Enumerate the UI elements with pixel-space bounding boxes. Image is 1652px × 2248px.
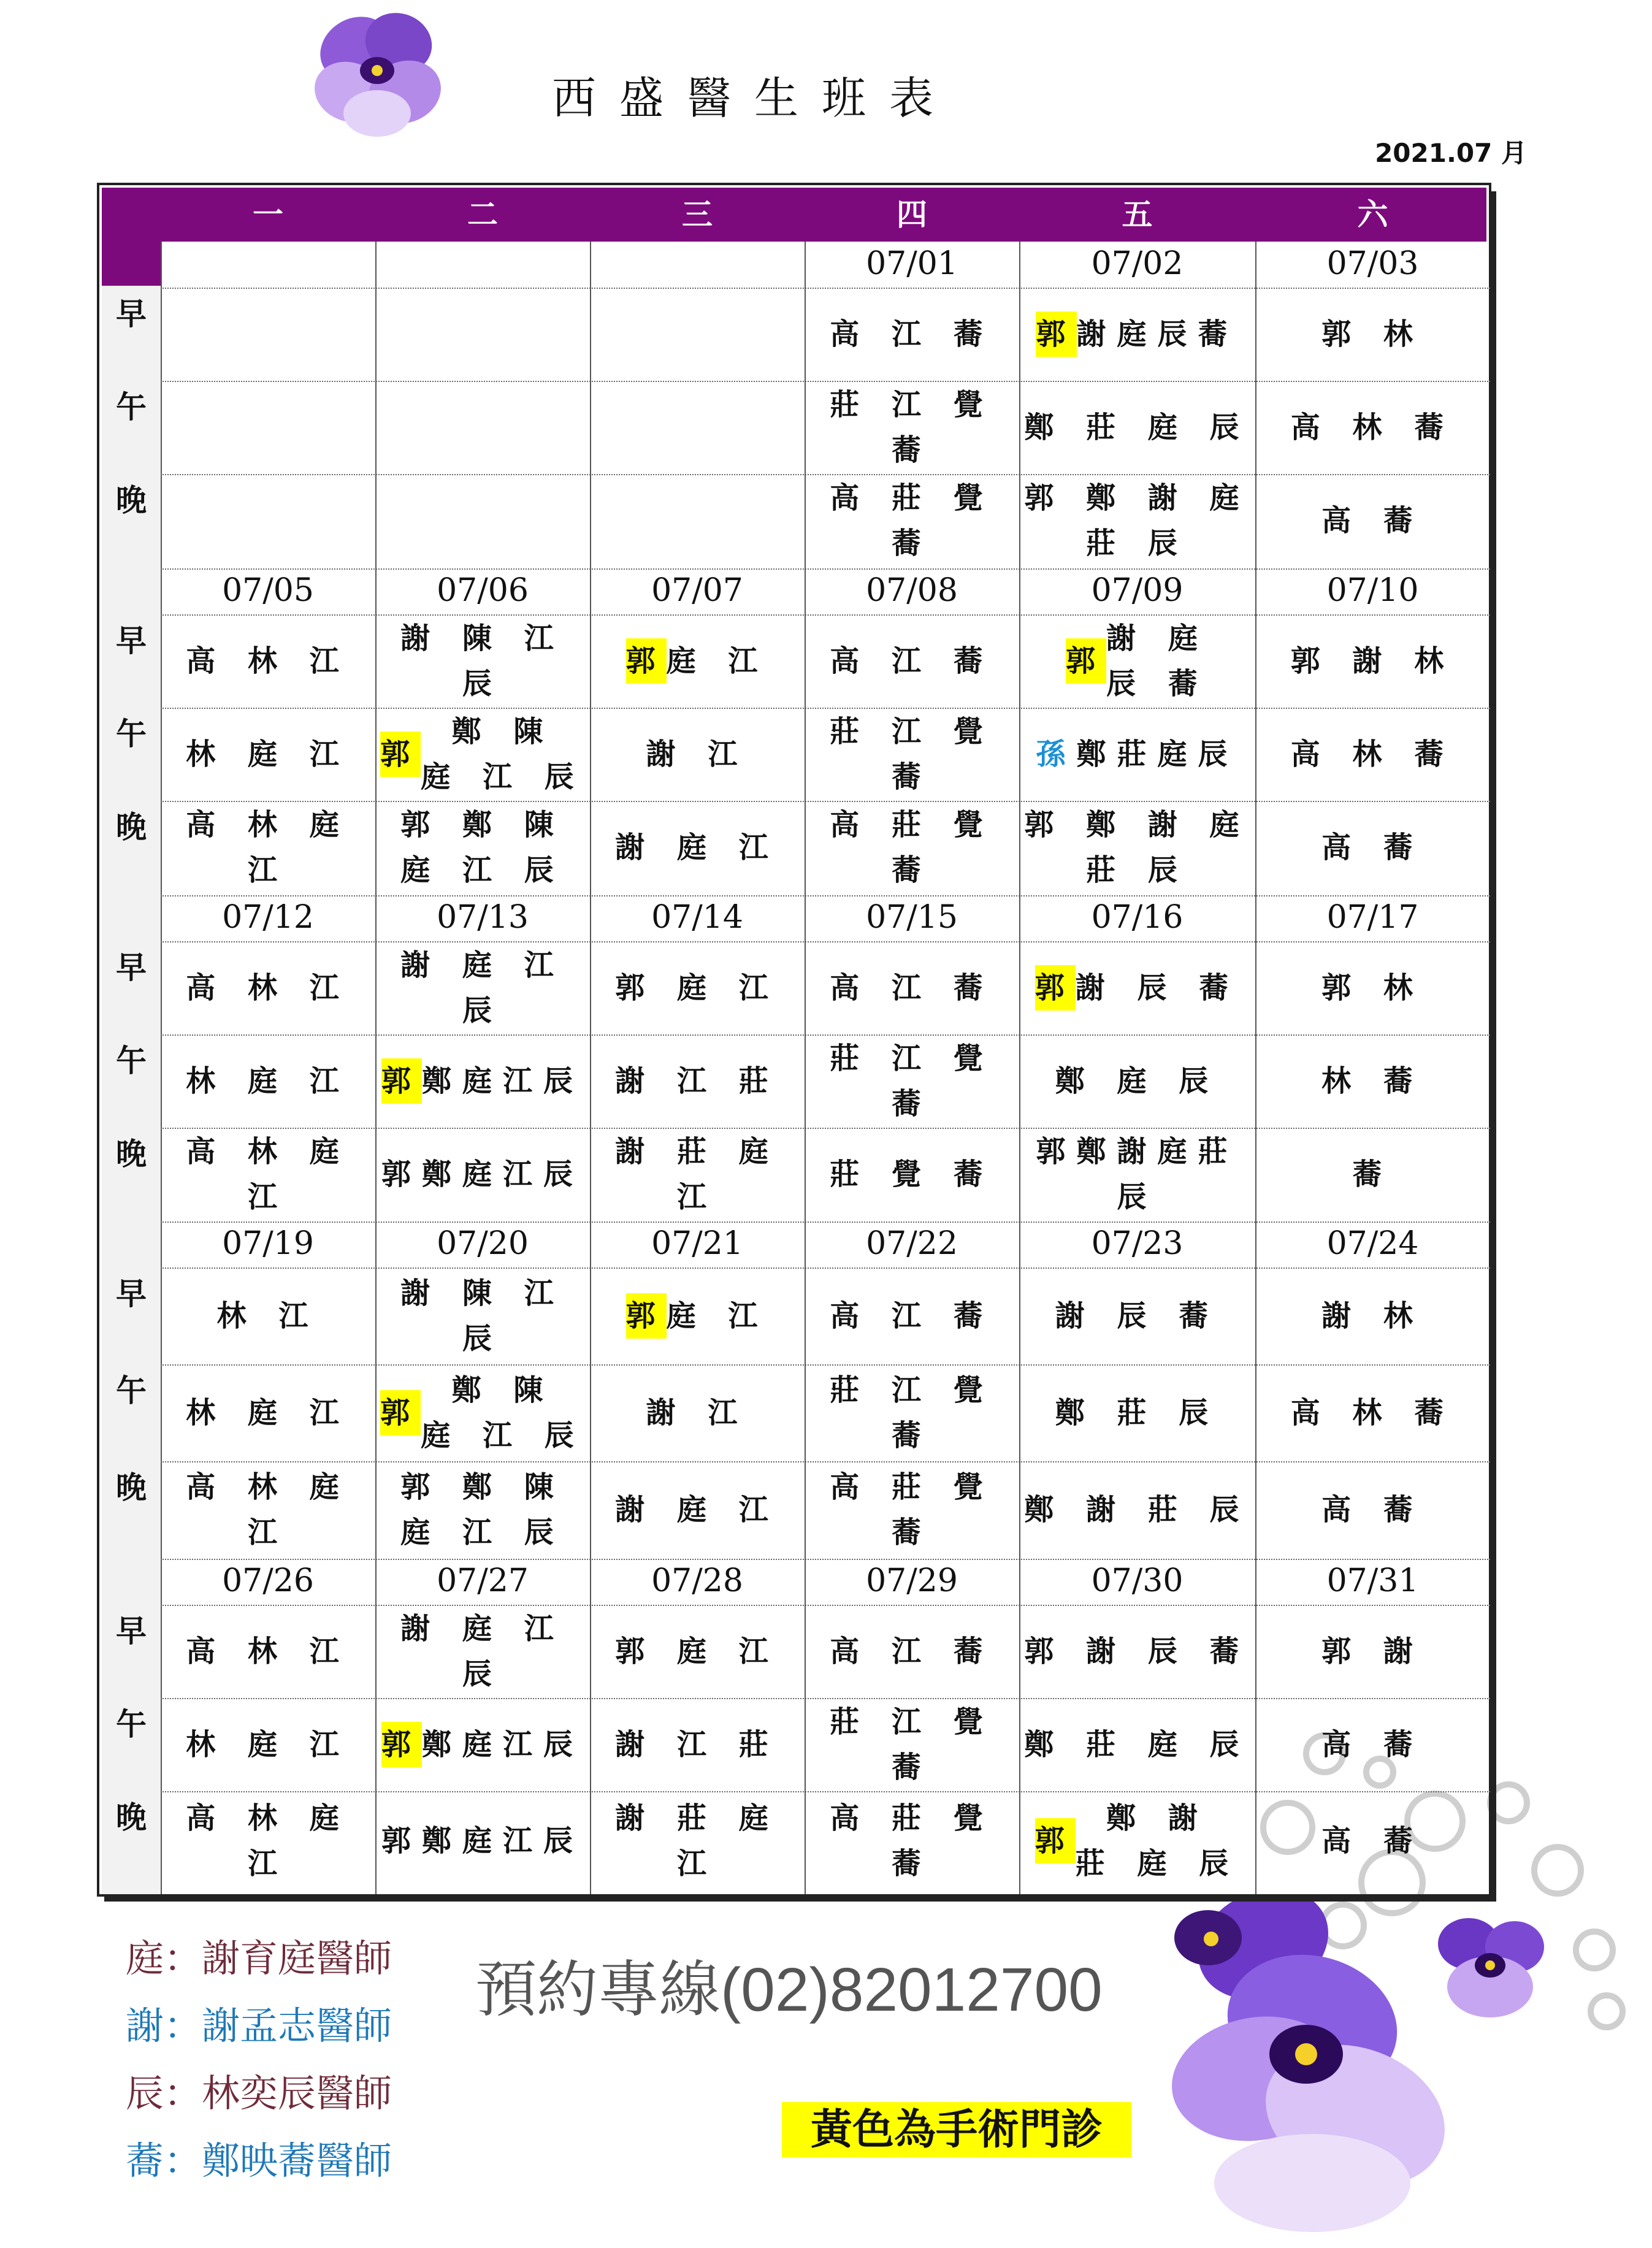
date-label: 07/17 xyxy=(1326,899,1419,936)
schedule-cell: 郭 鄭 謝 莊 庭 辰 xyxy=(1034,1801,1240,1881)
special-doctor: 孫 xyxy=(1036,737,1077,771)
schedule-cell: 郭 鄭 謝 庭 莊 辰 xyxy=(1024,481,1250,560)
schedule-cell: 郭 謝 庭 辰 蕎 xyxy=(1066,621,1209,701)
schedule-cell: 郭 鄭 陳 庭 江 辰 xyxy=(380,714,585,794)
schedule-cell: 高 林 庭 江 xyxy=(186,1134,350,1214)
date-label: 07/26 xyxy=(222,1562,314,1599)
schedule-cell: 高 蕎 xyxy=(1321,1727,1424,1762)
schedule-cell: 郭鄭庭江辰 xyxy=(381,1157,584,1191)
surgery-highlight: 郭 xyxy=(626,638,667,684)
pansy-flower-image xyxy=(307,6,454,141)
schedule-cell: 郭 庭 江 xyxy=(590,614,805,708)
table-shadow-bottom xyxy=(104,1897,1491,1902)
period-label: 晚 xyxy=(116,1470,147,1505)
schedule-cell: 郭 鄭 陳 庭 江 辰 xyxy=(380,1373,585,1453)
date-label: 07/20 xyxy=(437,1225,529,1262)
schedule-cell: 高 莊 覺 蕎 xyxy=(830,1470,994,1550)
schedule-cell: 高 蕎 xyxy=(1321,830,1424,865)
schedule-cell: 高 江 蕎 xyxy=(830,1634,994,1669)
schedule-cell: 謝 庭 江 辰 xyxy=(400,1611,565,1691)
date-label: 07/03 xyxy=(1326,245,1419,282)
header-corner xyxy=(102,188,161,286)
schedule-cell: 高 江 蕎 xyxy=(830,644,994,678)
schedule-cell: 林 蕎 xyxy=(1321,1064,1424,1098)
schedule-cell: 鄭 莊 辰 xyxy=(1055,1396,1220,1430)
date-label: 07/29 xyxy=(866,1562,958,1599)
legend-item: 庭：謝育庭醫師 xyxy=(126,1938,392,1980)
date-label: 07/09 xyxy=(1091,572,1184,609)
date-label: 07/24 xyxy=(1326,1225,1419,1262)
schedule-cell: 高 林 庭 江 xyxy=(186,1470,350,1550)
date-label: 07/22 xyxy=(866,1225,958,1262)
period-label: 晚 xyxy=(116,1136,147,1172)
schedule-cell: 郭 鄭庭江辰 xyxy=(375,1698,590,1791)
schedule-cell: 林 庭 江 xyxy=(186,1064,350,1098)
schedule-cell: 莊 覺 蕎 xyxy=(830,1157,994,1191)
schedule-cell xyxy=(161,474,375,567)
schedule-cell xyxy=(590,288,805,381)
surgery-highlight: 郭 xyxy=(381,1722,422,1767)
schedule-cell: 高 蕎 xyxy=(1321,1824,1424,1858)
schedule-cell: 郭 謝 xyxy=(1321,1634,1424,1669)
period-label: 晚 xyxy=(116,483,147,518)
date-label: 07/19 xyxy=(222,1225,314,1262)
surgery-highlight: 郭 xyxy=(380,1390,421,1436)
weekday-header: 一 xyxy=(253,197,283,232)
schedule-cell: 高 江 蕎 xyxy=(830,971,994,1005)
page-title: 西盛醫生班表 xyxy=(552,72,957,124)
date-label: 07/02 xyxy=(1091,245,1184,282)
period-label: 早 xyxy=(116,296,147,332)
schedule-cell: 高 蕎 xyxy=(1321,503,1424,538)
schedule-cell: 謝 庭 江 辰 xyxy=(400,948,565,1028)
schedule-cell: 郭 庭 江 xyxy=(615,971,779,1005)
period-label: 午 xyxy=(116,389,147,425)
schedule-cell: 郭鄭庭江辰 xyxy=(381,1824,584,1858)
booking-phone: 預約專線(02)82012700 xyxy=(475,1956,1103,2024)
period-label: 早 xyxy=(116,950,147,985)
schedule-cell: 郭 謝 林 xyxy=(1290,644,1455,678)
schedule-cell xyxy=(375,474,590,567)
legend-item: 蕎：鄭映蕎醫師 xyxy=(126,2140,392,2182)
date-label: 07/13 xyxy=(437,899,529,936)
schedule-cell: 鄭 莊 庭 辰 xyxy=(1024,410,1250,445)
schedule-cell: 莊 江 覺 蕎 xyxy=(830,1373,994,1453)
schedule-cell: 高 林 江 xyxy=(186,1634,350,1669)
schedule-cell: 郭 鄭 陳 庭 江 辰 xyxy=(400,1470,565,1550)
schedule-cell: 孫 鄭莊庭辰 xyxy=(1019,708,1255,801)
schedule-cell: 鄭 莊 庭 辰 xyxy=(1024,1727,1250,1762)
schedule-cell: 郭 庭 江 xyxy=(590,1267,805,1364)
surgery-highlight: 郭 xyxy=(1066,638,1106,684)
schedule-cell: 莊 江 覺 蕎 xyxy=(830,1705,994,1784)
date-label: 07/10 xyxy=(1326,572,1419,609)
legend-item: 辰：林奕辰醫師 xyxy=(126,2073,392,2115)
schedule-cell: 郭 林 xyxy=(1321,317,1424,351)
surgery-highlight: 郭 xyxy=(381,1058,422,1104)
schedule-cell: 林 庭 江 xyxy=(186,737,350,771)
weekday-header: 四 xyxy=(897,197,927,232)
date-label xyxy=(375,242,590,286)
date-label: 07/28 xyxy=(651,1562,743,1599)
schedule-cell: 郭 謝庭辰蕎 xyxy=(1019,288,1255,381)
schedule-cell: 郭 林 xyxy=(1321,971,1424,1005)
schedule-cell: 謝 江 莊 xyxy=(615,1727,779,1762)
schedule-cell xyxy=(161,288,375,381)
schedule-cell: 謝 莊 庭 江 xyxy=(615,1134,779,1214)
period-label: 晚 xyxy=(116,1800,147,1835)
schedule-cell: 郭 鄭 謝 庭 莊 辰 xyxy=(1024,808,1250,887)
schedule-cell xyxy=(590,381,805,474)
date-label: 07/30 xyxy=(1091,1562,1184,1599)
date-label: 07/12 xyxy=(222,899,314,936)
surgery-note: 黃色為手術門診 xyxy=(782,2102,1131,2157)
schedule-cell: 高 莊 覺 蕎 xyxy=(830,808,994,887)
date-label: 07/01 xyxy=(866,245,958,282)
date-label: 07/23 xyxy=(1091,1225,1184,1262)
schedule-cell: 莊 江 覺 蕎 xyxy=(830,388,994,467)
small-pansy-image xyxy=(1429,1907,1551,2024)
schedule-cell xyxy=(375,381,590,474)
schedule-cell xyxy=(161,381,375,474)
date-label xyxy=(161,242,375,286)
schedule-cell: 高 林 江 xyxy=(186,971,350,1005)
schedule-cell: 謝 江 xyxy=(646,737,749,771)
schedule-cell: 謝 陳 江 辰 xyxy=(400,1276,565,1356)
schedule-cell: 莊 江 覺 蕎 xyxy=(830,1041,994,1121)
schedule-cell: 高 莊 覺 蕎 xyxy=(830,1801,994,1881)
date-label: 07/08 xyxy=(866,572,958,609)
schedule-cell: 鄭 庭 辰 xyxy=(1055,1064,1220,1098)
date-label: 07/16 xyxy=(1091,899,1184,936)
period-label: 晚 xyxy=(116,809,147,845)
weekday-header: 五 xyxy=(1122,197,1153,232)
date-label: 07/14 xyxy=(651,899,743,936)
pansy-flowers-image xyxy=(1153,1895,1643,2244)
schedule-cell: 謝 江 莊 xyxy=(615,1064,779,1098)
schedule-cell: 郭鄭謝庭莊辰 xyxy=(1036,1134,1239,1214)
date-label xyxy=(590,242,805,286)
schedule-cell: 謝 辰 蕎 xyxy=(1055,1299,1220,1333)
schedule-cell: 謝 庭 江 xyxy=(615,1493,779,1527)
schedule-cell: 郭 鄭庭江辰 xyxy=(375,1034,590,1128)
schedule-cell: 高 江 蕎 xyxy=(830,1299,994,1333)
schedule-cell: 高 林 蕎 xyxy=(1290,1396,1455,1430)
period-label: 早 xyxy=(116,1276,147,1312)
date-label: 07/05 xyxy=(222,572,314,609)
legend-item: 謝：謝孟志醫師 xyxy=(126,2005,392,2047)
date-label: 07/31 xyxy=(1326,1562,1419,1599)
schedule-cell: 高 林 蕎 xyxy=(1290,737,1455,771)
schedule-cell: 高 林 庭 江 xyxy=(186,1801,350,1881)
date-label: 07/06 xyxy=(437,572,529,609)
surgery-highlight: 郭 xyxy=(1035,965,1076,1011)
surgery-highlight: 郭 xyxy=(380,732,421,777)
schedule-cell: 林 江 xyxy=(216,1299,319,1333)
table-shadow-right xyxy=(1491,191,1496,1902)
weekday-header: 六 xyxy=(1357,197,1388,232)
schedule-cell: 莊 江 覺 蕎 xyxy=(830,714,994,794)
schedule-cell: 鄭 謝 莊 辰 xyxy=(1024,1493,1250,1527)
period-label: 早 xyxy=(116,623,147,659)
surgery-highlight: 郭 xyxy=(626,1293,667,1339)
period-label: 午 xyxy=(116,716,147,752)
schedule-cell: 林 庭 江 xyxy=(186,1396,350,1430)
schedule-cell: 謝 林 xyxy=(1321,1299,1424,1333)
schedule-cell: 郭 庭 江 xyxy=(615,1634,779,1669)
surgery-highlight: 郭 xyxy=(1036,312,1076,357)
date-label: 07/07 xyxy=(651,572,743,609)
month-label: 2021.07 月 xyxy=(1375,138,1527,168)
schedule-cell: 高 莊 覺 蕎 xyxy=(830,481,994,560)
schedule-cell xyxy=(590,474,805,567)
schedule-cell: 高 林 江 xyxy=(186,644,350,678)
date-label: 07/15 xyxy=(866,899,958,936)
date-label: 07/27 xyxy=(437,1562,529,1599)
surgery-highlight: 郭 xyxy=(1035,1818,1076,1864)
period-label: 早 xyxy=(116,1613,147,1649)
schedule-cell xyxy=(375,288,590,381)
schedule-cell: 謝 庭 江 xyxy=(615,830,779,865)
schedule-cell: 高 林 蕎 xyxy=(1290,410,1455,445)
schedule-cell: 林 庭 江 xyxy=(186,1727,350,1762)
schedule-cell: 蕎 xyxy=(1352,1157,1393,1191)
schedule-cell: 郭 鄭 陳 庭 江 辰 xyxy=(400,808,565,887)
period-label: 午 xyxy=(116,1043,147,1079)
weekday-header: 三 xyxy=(682,197,713,232)
schedule-cell: 高 林 庭 江 xyxy=(186,808,350,887)
period-label: 午 xyxy=(116,1707,147,1742)
schedule-cell: 高 江 蕎 xyxy=(830,317,994,351)
schedule-cell: 謝 江 xyxy=(646,1396,749,1430)
weekday-header-row xyxy=(102,188,1486,242)
weekday-header: 二 xyxy=(467,197,498,232)
schedule-cell: 郭 謝 辰 蕎 xyxy=(1024,1634,1250,1669)
schedule-cell: 謝 陳 江 辰 xyxy=(400,621,565,701)
date-label: 07/21 xyxy=(651,1225,743,1262)
period-label: 午 xyxy=(116,1373,147,1409)
schedule-cell: 謝 莊 庭 江 xyxy=(615,1801,779,1881)
schedule-cell: 高 蕎 xyxy=(1321,1493,1424,1527)
schedule-table xyxy=(97,183,1491,1897)
schedule-cell: 郭 謝 辰 蕎 xyxy=(1019,941,1255,1034)
